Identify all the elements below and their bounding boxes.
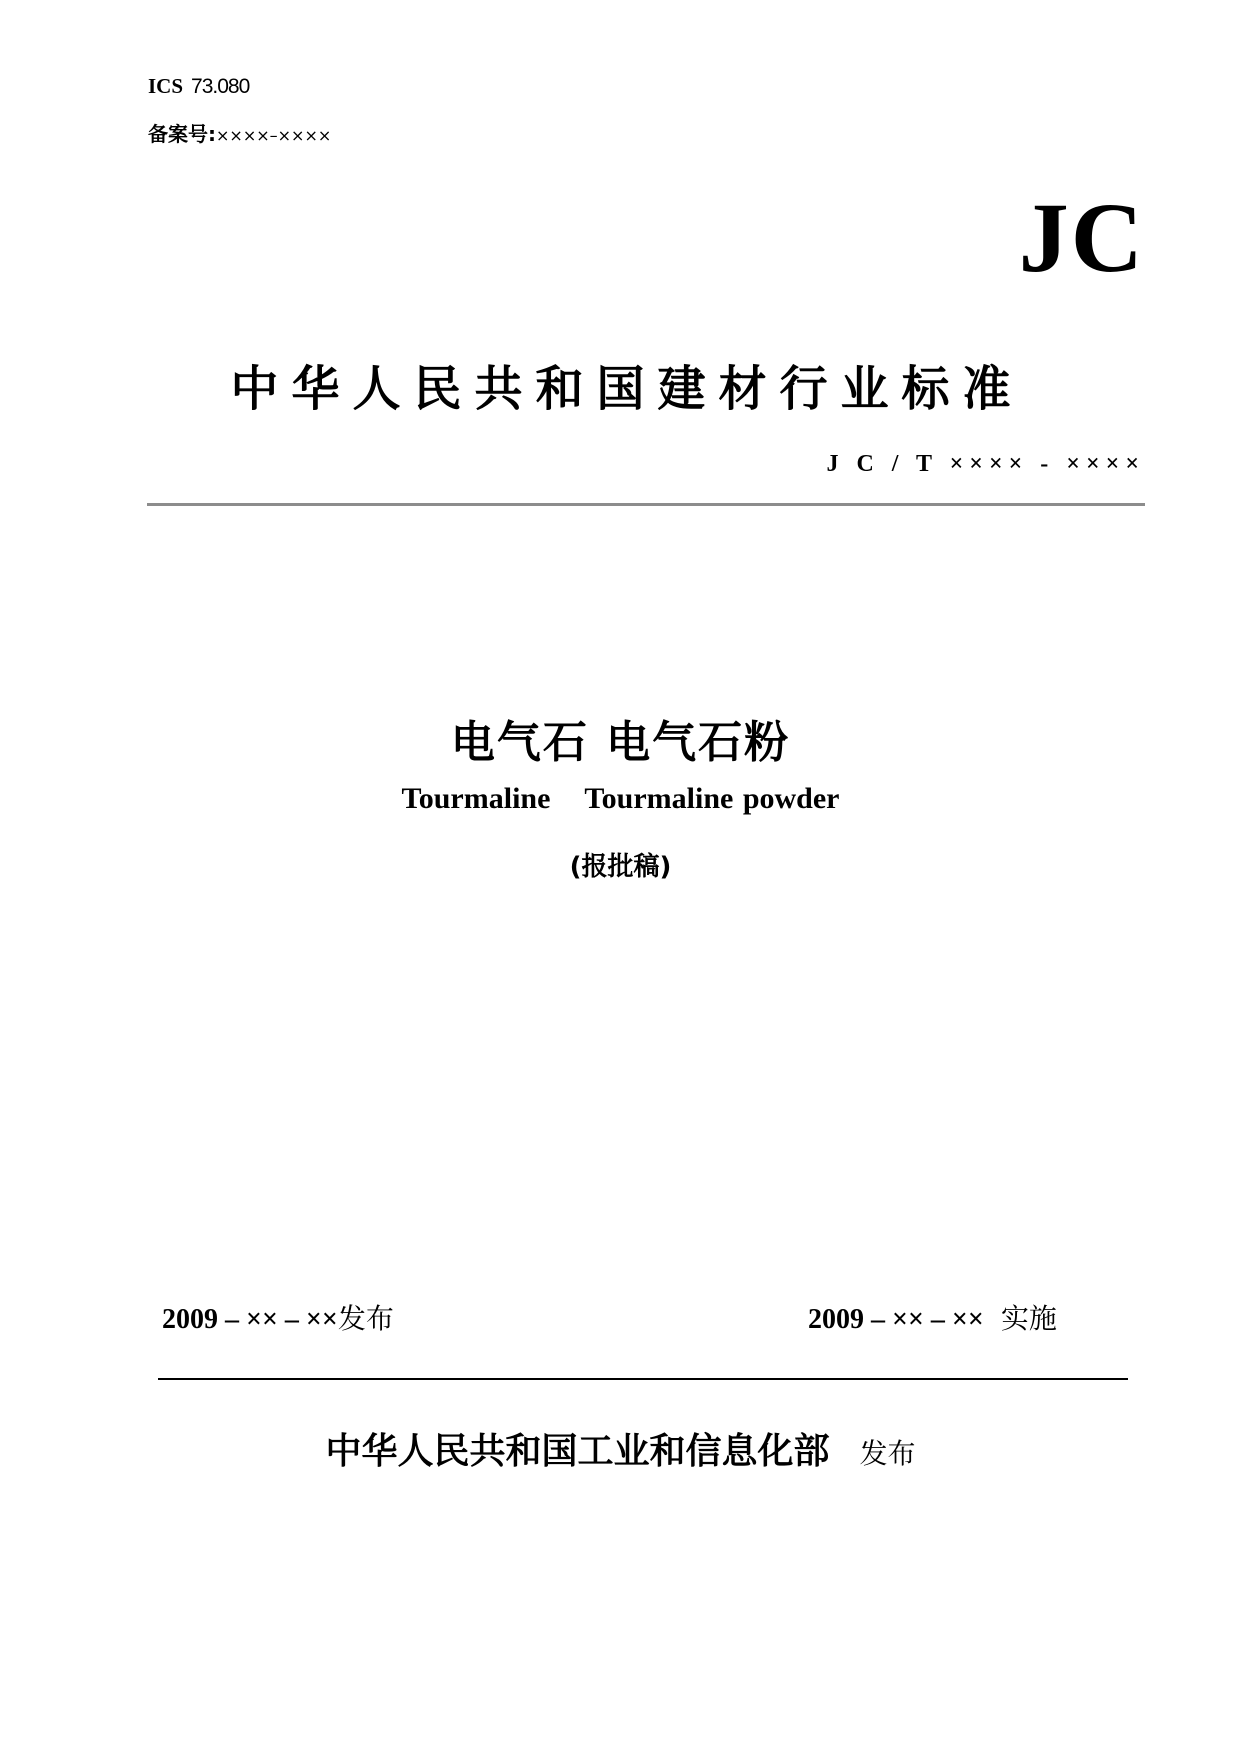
publisher xyxy=(0,1423,1241,1474)
issue-date-value: 2009 – ×× – ×× xyxy=(162,1304,338,1335)
record-number xyxy=(148,118,331,147)
ics-label: ICS xyxy=(148,74,184,98)
ics-value: 73.080 xyxy=(191,75,250,98)
document-title-cn: 电气石 电气石粉 xyxy=(450,717,791,768)
title-en-part2: Tourmaline powder xyxy=(584,782,840,815)
document-title-en xyxy=(0,782,1241,816)
draft-status: (报批稿) xyxy=(569,852,672,882)
publisher-name: 中华人民共和国工业和信息化部 xyxy=(325,1431,830,1472)
implementation-label: 实施 xyxy=(1000,1302,1057,1335)
implementation-date xyxy=(808,1297,1057,1337)
standard-title: 中华人民共和国建材行业标准 xyxy=(230,361,1024,417)
ics-code xyxy=(148,74,249,99)
standard-mark: JC xyxy=(1018,182,1145,293)
record-value: ××××–×××× xyxy=(216,126,332,145)
issue-date xyxy=(162,1297,394,1337)
issue-label: 发布 xyxy=(337,1302,394,1335)
implementation-date-value: 2009 – ×× – ×× xyxy=(808,1304,991,1335)
publish-label: 发布 xyxy=(859,1437,916,1470)
top-divider xyxy=(147,503,1145,506)
bottom-divider xyxy=(158,1378,1128,1380)
record-label: 备案号: xyxy=(148,122,216,146)
title-en-part1: Tourmaline xyxy=(401,782,551,815)
standard-number: J C / T ×××× - ×××× xyxy=(826,451,1145,477)
